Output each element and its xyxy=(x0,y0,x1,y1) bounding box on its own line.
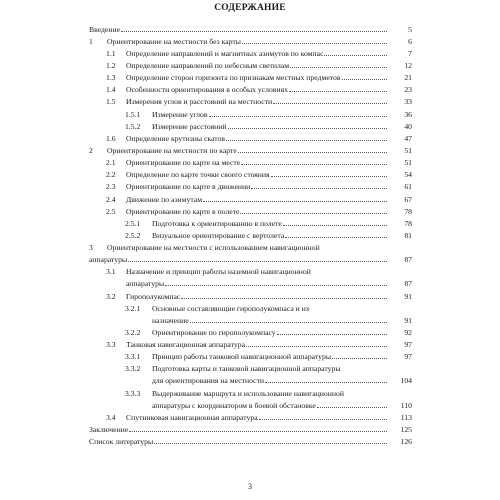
toc-page-number-text: 47 xyxy=(404,134,412,143)
toc-page-number-text: 36 xyxy=(404,110,412,119)
toc-entry-title: Ориентирование по карте в движении xyxy=(126,182,251,191)
toc-entry-title: Выдерживание маршрута и использование навигационной xyxy=(152,389,344,398)
toc-leader-dots xyxy=(154,443,387,444)
toc-page-number-text: 126 xyxy=(400,437,412,446)
toc-entry xyxy=(89,435,388,446)
toc-entry-title: Принцип работы танковой навигационной аппаратуры xyxy=(152,352,331,361)
toc-entry xyxy=(106,338,388,349)
toc-entry xyxy=(106,47,388,58)
toc-entry-title: Танковая навигационная аппаратура xyxy=(126,340,245,349)
toc-page-number xyxy=(388,71,412,82)
toc-entry-title: Измерения углов и расстояний на местности xyxy=(126,97,273,106)
toc-page-number xyxy=(388,156,412,167)
toc-leader-dots xyxy=(285,237,387,238)
toc-page-number xyxy=(388,108,412,119)
toc-page-number xyxy=(388,47,412,58)
toc-entry xyxy=(89,23,388,34)
toc-entry-title: Ориентирование на местности по карте xyxy=(107,146,237,155)
toc-entry-number: 2.3 xyxy=(106,182,116,191)
toc-page-number-text: 97 xyxy=(404,352,412,361)
toc-page-number xyxy=(388,144,412,155)
toc-entry xyxy=(152,314,388,325)
toc-entry-number: 2.4 xyxy=(106,195,116,204)
toc-entry xyxy=(89,35,388,46)
toc-page-number-text: 113 xyxy=(400,413,412,422)
toc-leader-dots xyxy=(203,201,387,202)
toc-entry-title: Список литературы xyxy=(89,437,154,446)
toc-page-number-text: 110 xyxy=(400,401,412,410)
toc-entry-title: Визуальное ориентирование с вертолета xyxy=(152,231,285,240)
toc-entry-title: Подготовка карты и танковой навигационной аппаратуры xyxy=(152,364,341,373)
toc-leader-dots xyxy=(251,188,387,189)
toc-entry-title: Определение направлений и магнитных азимутов по компас xyxy=(126,49,324,58)
toc-page-number xyxy=(388,326,412,337)
toc-entry-number: 2.5 xyxy=(106,207,116,216)
toc-entry-title: Основные составляющие гирополукомпаса и их xyxy=(152,304,310,313)
toc-page-number-text: 23 xyxy=(404,85,412,94)
toc-entry xyxy=(125,302,388,313)
toc-page-number-text: 125 xyxy=(400,425,412,434)
toc-leader-dots xyxy=(181,298,387,299)
toc-page-number-text: 7 xyxy=(408,49,412,58)
toc-entry xyxy=(106,156,388,167)
toc-page-number-text: 21 xyxy=(404,73,412,82)
toc-leader-dots xyxy=(129,431,387,432)
toc-entry-number: 2.1 xyxy=(106,158,116,167)
toc-entry xyxy=(125,217,388,228)
toc-page-number xyxy=(388,23,412,34)
toc-leader-dots xyxy=(246,346,387,347)
toc-page-number-text: 12 xyxy=(404,61,412,70)
toc-entry-number: 3.1 xyxy=(106,267,116,276)
toc-page-number xyxy=(388,290,412,301)
toc-entry-number: 2 xyxy=(89,146,93,155)
toc-entry-number: 3.3.1 xyxy=(125,352,141,361)
toc-page-number xyxy=(388,435,412,446)
toc-leader-dots xyxy=(121,31,387,32)
toc-page-number xyxy=(388,253,412,264)
toc-entry xyxy=(89,423,388,434)
toc-leader-dots xyxy=(324,55,387,56)
toc-page-number xyxy=(388,277,412,288)
toc-entry-number: 3.4 xyxy=(106,413,116,422)
toc-page-number xyxy=(388,83,412,94)
toc-entry-title: Назначение и принцип работы наземной навигационной xyxy=(126,267,311,276)
toc-leader-dots xyxy=(241,164,387,165)
toc-entry xyxy=(125,350,388,361)
toc-leader-dots xyxy=(271,176,387,177)
toc-entry-title: Заключение xyxy=(89,425,129,434)
toc-entry-title: Движение по азимутам xyxy=(126,195,203,204)
toc-page-number xyxy=(388,350,412,361)
toc-entry xyxy=(106,180,388,191)
toc-page-number xyxy=(388,338,412,349)
toc-page-number xyxy=(388,193,412,204)
toc-page-number xyxy=(388,59,412,70)
toc-entry-title: аппаратуры xyxy=(126,279,165,288)
toc-entry-title: Определение крутизны скатов xyxy=(126,134,225,143)
toc-entry-number: 3.2 xyxy=(106,292,116,301)
toc-entry xyxy=(106,290,388,301)
toc-entry xyxy=(106,205,388,216)
toc-page-number-text: 51 xyxy=(404,158,412,167)
toc-page-number-text: 78 xyxy=(404,219,412,228)
toc-entry xyxy=(106,95,388,106)
toc-entry-title: Определение по карте точки своего стояния xyxy=(126,170,270,179)
toc-leader-dots xyxy=(228,128,388,129)
toc-entry xyxy=(106,411,388,422)
toc-entry-number: 3 xyxy=(89,243,93,252)
toc-entry-title: для ориентирования на местности xyxy=(152,376,265,385)
toc-page-number-text: 104 xyxy=(400,376,412,385)
toc-entry-number: 3.3 xyxy=(106,340,116,349)
toc-entry-title: Введение xyxy=(89,25,120,34)
toc-page-number xyxy=(388,132,412,143)
page-title: СОДЕРЖАНИЕ xyxy=(214,3,286,13)
toc-leader-dots xyxy=(190,322,387,323)
toc-entry xyxy=(106,71,388,82)
toc-entry-title: Подготовка к ориентированию в полете xyxy=(152,219,282,228)
toc-page-number xyxy=(388,180,412,191)
toc-entry xyxy=(89,241,388,252)
toc-page-number xyxy=(388,95,412,106)
toc-page-number-text: 40 xyxy=(404,122,412,131)
toc-entry xyxy=(125,120,388,131)
toc-entry-number: 1.5.1 xyxy=(125,110,141,119)
toc-entry xyxy=(106,265,388,276)
toc-leader-dots xyxy=(240,213,387,214)
toc-entry xyxy=(106,193,388,204)
toc-entry-title: аппаратуры xyxy=(89,255,128,264)
toc-leader-dots xyxy=(277,334,387,335)
toc-entry-title: Ориентирование по гирополукомпасу xyxy=(152,328,276,337)
toc-page-number-text: 5 xyxy=(408,25,412,34)
toc-entry-number: 1.5.2 xyxy=(125,122,141,131)
toc-page-number-text: 61 xyxy=(404,182,412,191)
toc-entry-number: 1 xyxy=(89,37,93,46)
toc-entry-number: 1.5 xyxy=(106,97,116,106)
toc-leader-dots xyxy=(165,285,387,286)
toc-page-number-text: 81 xyxy=(404,231,412,240)
toc-entry-title: Определение направлений по небесным светилам xyxy=(126,61,290,70)
toc-entry xyxy=(126,277,388,288)
page-number: 3 xyxy=(248,482,252,491)
toc-page-number xyxy=(388,35,412,46)
toc-entry-number: 1.4 xyxy=(106,85,116,94)
toc-page-number xyxy=(388,229,412,240)
toc-leader-dots xyxy=(273,103,387,104)
toc-entry xyxy=(106,168,388,179)
toc-leader-dots xyxy=(289,91,387,92)
toc-entry xyxy=(152,399,388,410)
toc-leader-dots xyxy=(238,152,387,153)
toc-entry xyxy=(125,108,388,119)
toc-page-number-text: 87 xyxy=(404,255,412,264)
toc-page-number-text: 91 xyxy=(404,316,412,325)
toc-page-number xyxy=(388,205,412,216)
toc-page-number xyxy=(388,217,412,228)
toc-entry xyxy=(106,132,388,143)
toc-entry-number: 3.3.2 xyxy=(125,364,141,373)
toc-page-number xyxy=(388,120,412,131)
toc-page-number xyxy=(388,374,412,385)
toc-entry-number: 2.5.2 xyxy=(125,231,141,240)
toc-page-number-text: 54 xyxy=(404,170,412,179)
toc-leader-dots xyxy=(226,140,387,141)
toc-entry-title: Ориентирование по карте в полете xyxy=(126,207,240,216)
toc-entry xyxy=(106,59,388,70)
toc-entry-title: Ориентирование на местности без карты xyxy=(107,37,241,46)
toc-leader-dots xyxy=(342,79,388,80)
toc-page-number-text: 6 xyxy=(408,37,412,46)
toc-page-number-text: 33 xyxy=(404,97,412,106)
toc-entry-title: Ориентирование на местности с использованием навигационной xyxy=(107,243,320,252)
toc-entry-number: 1.6 xyxy=(106,134,116,143)
toc-entry-number: 1.1 xyxy=(106,49,116,58)
toc-entry-title: Особенности ориентирования в особых условиях xyxy=(126,85,288,94)
toc-entry xyxy=(125,326,388,337)
toc-entry-title: Гирополукомпас xyxy=(126,292,181,301)
toc-entry-number: 3.2.2 xyxy=(125,328,141,337)
toc-leader-dots xyxy=(332,358,387,359)
toc-page-number-text: 97 xyxy=(404,340,412,349)
toc-entry-number: 2.5.1 xyxy=(125,219,141,228)
toc-page-number xyxy=(388,423,412,434)
toc-entry xyxy=(89,253,388,264)
toc-entry-title: Ориентирование по карте на месте xyxy=(126,158,241,167)
toc-entry-number: 1.2 xyxy=(106,61,116,70)
toc-leader-dots xyxy=(265,382,387,383)
toc-entry-number: 3.2.1 xyxy=(125,304,141,313)
toc-entry xyxy=(89,144,388,155)
toc-leader-dots xyxy=(242,43,387,44)
toc-page-number-text: 87 xyxy=(404,279,412,288)
toc-page-number-text: 67 xyxy=(404,195,412,204)
toc-entry xyxy=(106,83,388,94)
toc-page-number xyxy=(388,314,412,325)
toc-page-number-text: 92 xyxy=(404,328,412,337)
toc-entry-title: назначение xyxy=(152,316,189,325)
toc-page-number xyxy=(388,399,412,410)
toc-leader-dots xyxy=(290,67,387,68)
toc-entry xyxy=(152,374,388,385)
toc-entry-number: 1.3 xyxy=(106,73,116,82)
toc-page-number xyxy=(388,411,412,422)
toc-entry-title: Измерение расстояний xyxy=(152,122,227,131)
toc-leader-dots xyxy=(259,419,387,420)
toc-leader-dots xyxy=(209,116,388,117)
toc-page-number-text: 51 xyxy=(404,146,412,155)
toc-entry xyxy=(125,362,388,373)
toc-entry xyxy=(125,229,388,240)
toc-entry-title: Измерение углов xyxy=(152,110,208,119)
toc-entry-title: аппаратуры с координатором в боевой обстановке xyxy=(152,401,316,410)
toc-entry-number: 3.3.3 xyxy=(125,389,141,398)
toc-entry-number: 2.2 xyxy=(106,170,116,179)
toc-leader-dots xyxy=(128,261,387,262)
toc-page-number-text: 78 xyxy=(404,207,412,216)
toc-entry xyxy=(125,387,388,398)
toc-leader-dots xyxy=(317,407,387,408)
toc-page-number-text: 91 xyxy=(404,292,412,301)
toc-leader-dots xyxy=(283,225,387,226)
toc-entry-title: Спутниковая навигационная аппаратура xyxy=(126,413,258,422)
toc-page-number xyxy=(388,168,412,179)
toc-entry-title: Определение сторон горизонта по признакам местных предметов xyxy=(126,73,341,82)
